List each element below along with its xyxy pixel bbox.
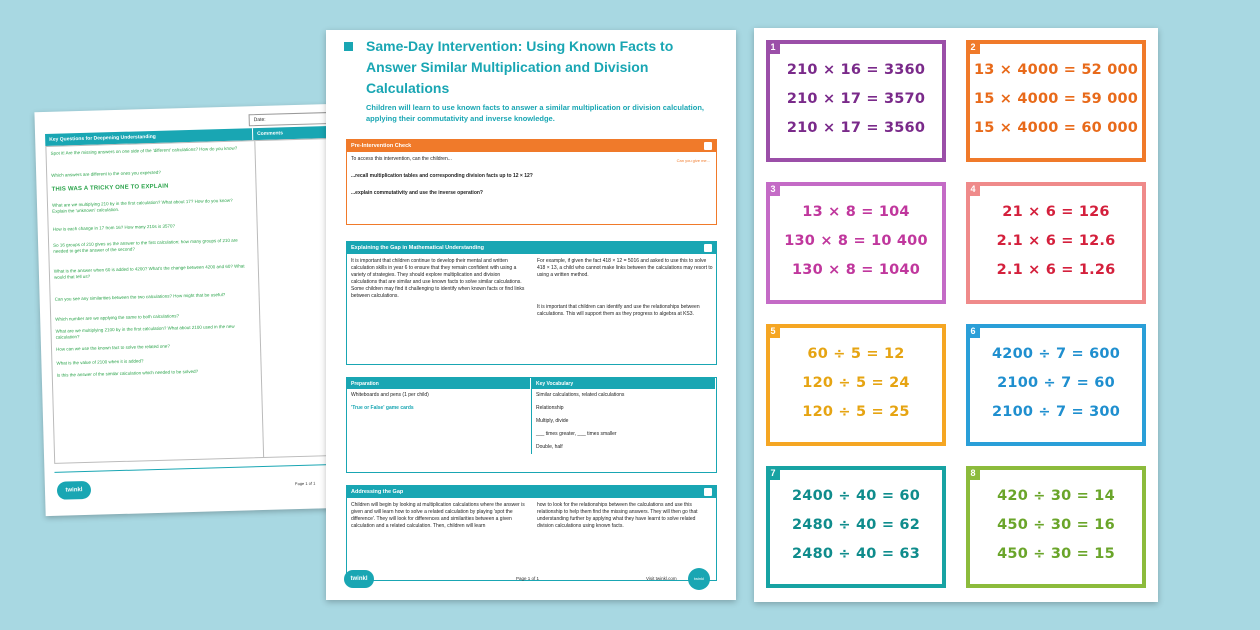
list-item: ___ times greater, ___ times smaller bbox=[536, 431, 617, 437]
card-equation: 2480 ÷ 40 = 62 bbox=[791, 517, 920, 533]
explaining-gap-importance: It is important that children can identify and use the relationships between calculations. This will support them as they progress to algebra at KS3. bbox=[537, 304, 700, 317]
vocabulary-list bbox=[532, 389, 716, 454]
tab-icon bbox=[704, 488, 712, 496]
list-item: Similar calculations, related calculations bbox=[536, 392, 625, 398]
intervention-plan-sheet bbox=[326, 30, 736, 600]
question-row: How can we use the known fact to solve the related one? bbox=[55, 343, 170, 352]
question-row: What is the value of 2100 when it is added? bbox=[56, 358, 144, 366]
pre-check-heading bbox=[347, 140, 716, 152]
page-number: Page 1 of 1 bbox=[516, 576, 540, 581]
question-row: What are we multiplying 210 by in the first calculation? What about 17? How do you know? Explain the 'unknown' calculation. bbox=[51, 197, 233, 214]
true-false-card bbox=[966, 40, 1146, 162]
pre-check-note: Can you give me... bbox=[676, 158, 710, 163]
true-false-card bbox=[766, 466, 946, 588]
question-row: What are we multiplying 2100 by in the first calculation? What about 2100 used in the new calculation? bbox=[55, 323, 235, 340]
vocabulary-heading: Key Vocabulary bbox=[532, 378, 716, 389]
pre-intervention-check bbox=[346, 139, 717, 225]
card-equation: 450 ÷ 30 = 16 bbox=[997, 517, 1115, 533]
true-false-card bbox=[966, 182, 1146, 304]
question-row: Can you see any similarities between the two calculations? How might that be useful? bbox=[54, 292, 226, 302]
preparation-heading: Preparation bbox=[347, 378, 531, 389]
questions-table-body bbox=[45, 138, 338, 464]
card-number: 2 bbox=[966, 40, 980, 54]
pre-check-intro: To access this intervention, can the children... bbox=[351, 156, 452, 162]
card-equation: 2.1 × 6 = 12.6 bbox=[996, 233, 1116, 249]
question-row: So 16 groups of 210 gives us the answer to the first calculation; how many groups of 210 are needed to get the answer of the second? bbox=[53, 237, 238, 254]
explaining-gap-example: For example, if given the fact 418 × 12 = 5016 and asked to use this to solve 418 × 13, a child who cannot make links between the calculations may resort to using a written method. bbox=[537, 258, 713, 278]
card-equation: 450 ÷ 30 = 15 bbox=[997, 546, 1115, 562]
true-false-card bbox=[966, 466, 1146, 588]
list-item: Whiteboards and pens (1 per child) bbox=[351, 392, 429, 398]
card-number: 4 bbox=[966, 182, 980, 196]
question-row: Which number are we applying the same to both calculations? bbox=[55, 313, 180, 322]
preparation-vocabulary-table bbox=[346, 377, 717, 473]
card-equation: 210 × 17 = 3570 bbox=[786, 91, 926, 107]
addressing-gap-section bbox=[346, 485, 717, 581]
addressing-gap-heading bbox=[347, 486, 716, 498]
card-equation: 21 × 6 = 126 bbox=[1002, 204, 1110, 220]
explaining-gap-heading-text: Explaining the Gap in Mathematical Understanding bbox=[351, 245, 484, 251]
tab-icon bbox=[704, 142, 712, 150]
page-subtitle: Children will learn to use known facts to answer a similar multiplication or division calculation, applying their commutativity and inverse knowledge. bbox=[366, 103, 704, 123]
card-equation: 210 × 16 = 3360 bbox=[786, 62, 926, 78]
true-false-card bbox=[766, 40, 946, 162]
card-number: 6 bbox=[966, 324, 980, 338]
pre-check-item-2: ...explain commutativity and use the inverse operation? bbox=[351, 190, 483, 196]
twinkl-logo: twinkl bbox=[57, 481, 91, 500]
title-square-icon bbox=[344, 42, 353, 51]
twinkl-logo: twinkl bbox=[344, 570, 374, 588]
questions-sheet bbox=[34, 104, 345, 516]
question-row: THIS WAS A TRICKY ONE TO EXPLAIN bbox=[51, 183, 169, 193]
list-item: Multiply, divide bbox=[536, 418, 569, 424]
true-or-false-cards-sheet bbox=[754, 28, 1158, 602]
question-row: What is the answer when 60 is added to 4200? What's the change between 4200 and 60? What would that tell us? bbox=[53, 263, 245, 280]
preparation-column bbox=[347, 378, 532, 454]
card-equation: 210 × 17 = 3560 bbox=[786, 120, 926, 136]
card-equation: 60 ÷ 5 = 12 bbox=[807, 346, 905, 362]
page-title: Same-Day Intervention: Using Known Facts to Answer Similar Multiplication and Division Calculations bbox=[366, 38, 674, 96]
preparation-list bbox=[347, 389, 531, 415]
comments-column-header: Comments bbox=[257, 130, 284, 138]
card-number: 5 bbox=[766, 324, 780, 338]
card-equation: 15 × 4000 = 59 000 bbox=[973, 91, 1139, 107]
card-equation: 130 × 8 = 10 400 bbox=[784, 233, 928, 249]
card-equation: 15 × 4000 = 60 000 bbox=[973, 120, 1139, 136]
column-divider bbox=[254, 141, 264, 457]
true-false-card bbox=[766, 324, 946, 446]
footer-divider bbox=[54, 464, 338, 473]
card-number: 1 bbox=[766, 40, 780, 54]
card-equation: 2.1 × 6 = 1.26 bbox=[996, 262, 1116, 278]
tab-icon bbox=[704, 244, 712, 252]
explaining-gap-section bbox=[346, 241, 717, 365]
question-row: How is each change in 17 from 16? How many 210s is 3570? bbox=[52, 223, 176, 232]
true-false-card bbox=[966, 324, 1146, 446]
pre-check-item-1: ...recall multiplication tables and corresponding division facts up to 12 × 12? bbox=[351, 173, 533, 179]
twinkl-badge-icon: twinkl bbox=[688, 568, 710, 590]
addressing-gap-heading-text: Addressing the Gap bbox=[351, 489, 404, 495]
card-equation: 420 ÷ 30 = 14 bbox=[997, 488, 1115, 504]
addressing-gap-left-text: Children will begin by looking at multiplication calculations where the answer is given and will learn how to solve a related calculation by playing 'spot the difference'. They will look for differences and similarities between a given calculation and a related calculation. Then, children will learn bbox=[351, 502, 525, 529]
footer-link: Visit twinkl.com bbox=[646, 576, 677, 581]
card-number: 3 bbox=[766, 182, 780, 196]
true-false-card bbox=[766, 182, 946, 304]
question-row: Is this the answer of the similar calculation which needed to be solved? bbox=[56, 368, 199, 378]
card-equation: 120 ÷ 5 = 24 bbox=[802, 375, 910, 391]
card-equation: 2100 ÷ 7 = 60 bbox=[997, 375, 1115, 391]
card-equation: 13 × 8 = 104 bbox=[802, 204, 910, 220]
questions-column-header: Key Questions for Deepening Understanding bbox=[45, 128, 253, 146]
vocabulary-column bbox=[532, 378, 716, 454]
question-row: Which answers are different to the ones you expected? bbox=[51, 169, 161, 178]
page-number: Page 1 of 1 bbox=[294, 480, 316, 487]
pre-check-heading-text: Pre-Intervention Check bbox=[351, 143, 412, 149]
date-field: Date: bbox=[249, 112, 329, 126]
card-equation: 120 ÷ 5 = 25 bbox=[802, 404, 910, 420]
explaining-gap-heading bbox=[347, 242, 716, 254]
card-number: 7 bbox=[766, 466, 780, 480]
question-row: Spot it! Are the missing answers on one side of the 'different' calculations? How do you know? bbox=[50, 145, 238, 156]
card-number: 8 bbox=[966, 466, 980, 480]
card-equation: 13 × 4000 = 52 000 bbox=[973, 62, 1139, 78]
explaining-gap-left-text: It is important that children continue to develop their mental and written calculation skills in year 6 to ensure that they remain confident with using a variety of strategies. They should explore multiplication and division calculations that are similar and use known facts to solve similar calculations. Some children may find it challenging to identify when known facts or find links between calculations. bbox=[351, 258, 525, 299]
card-equation: 4200 ÷ 7 = 600 bbox=[991, 346, 1120, 362]
list-item: Double, half bbox=[536, 444, 563, 450]
list-item[interactable]: 'True or False' game cards bbox=[351, 405, 414, 411]
card-equation: 2400 ÷ 40 = 60 bbox=[791, 488, 920, 504]
card-equation: 2480 ÷ 40 = 63 bbox=[791, 546, 920, 562]
card-equation: 2100 ÷ 7 = 300 bbox=[991, 404, 1120, 420]
card-equation: 130 × 8 = 1040 bbox=[791, 262, 920, 278]
addressing-gap-right-text: how to look for the relationships between the calculations and use this relationship to help them find the missing answers. They will then go that understanding further by applying what they have learnt to solve related division calculations using known facts. bbox=[537, 502, 698, 529]
list-item: Relationship bbox=[536, 405, 564, 411]
